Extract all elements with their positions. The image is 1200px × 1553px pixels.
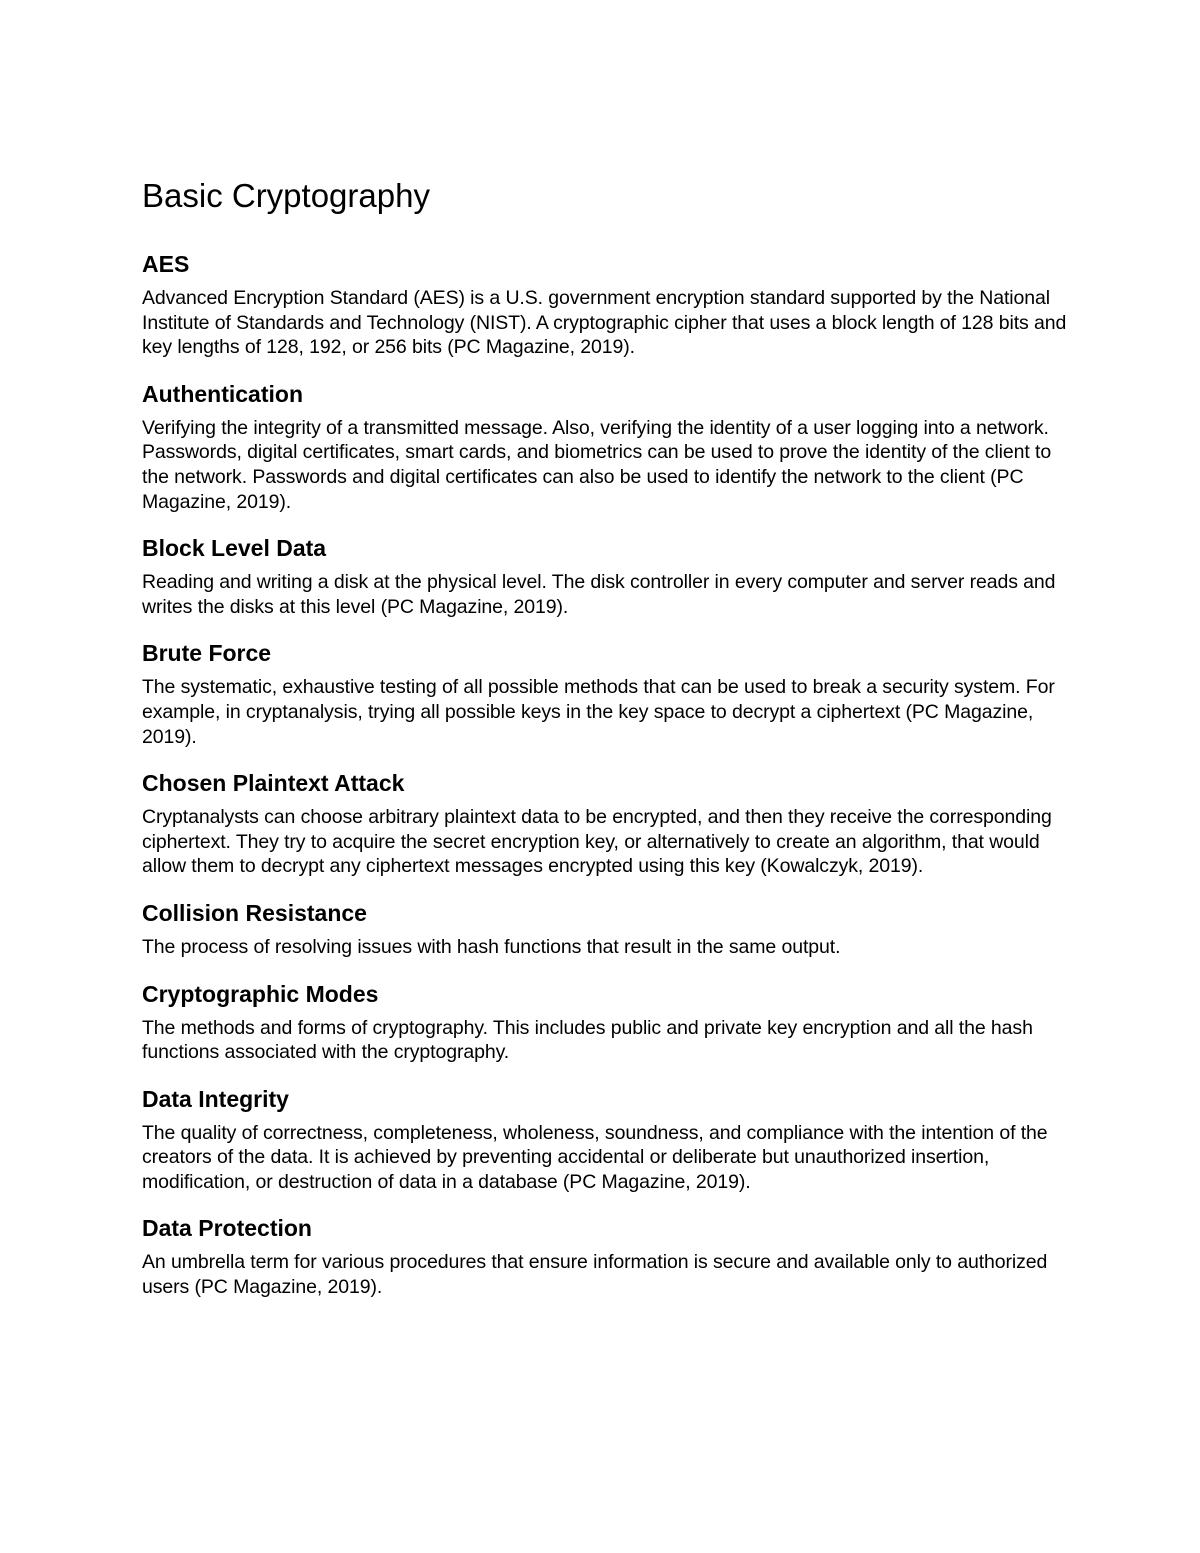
document-page bbox=[142, 176, 1072, 1320]
glossary-entry-cryptographic-modes bbox=[142, 980, 1072, 1065]
glossary-entry-data-integrity bbox=[142, 1085, 1072, 1195]
glossary-entry-chosen-plaintext-attack bbox=[142, 769, 1072, 879]
glossary-term: Authentication bbox=[142, 380, 303, 407]
glossary-definition: Reading and writing a disk at the physical level. The disk controller in every computer and server reads and writes the disks at this level (PC Magazine, 2019). bbox=[142, 571, 1056, 618]
glossary-entry-aes bbox=[142, 250, 1072, 360]
glossary-entry-collision-resistance bbox=[142, 899, 1072, 960]
glossary-term: Block Level Data bbox=[142, 535, 327, 562]
glossary-term: Chosen Plaintext Attack bbox=[142, 770, 405, 797]
glossary-entry-authentication bbox=[142, 380, 1072, 514]
glossary-term: AES bbox=[142, 251, 190, 277]
glossary-definition: An umbrella term for various procedures that ensure information is secure and available only to authorized users (PC Magazine, 2019). bbox=[142, 1251, 1048, 1299]
glossary-definition: The systematic, exhaustive testing of all possible methods that can be used to break a security system. For example, in cryptanalysis, trying all possible keys in the key space to decrypt a ciphertext (PC Magazine, 2019). bbox=[142, 676, 1055, 748]
glossary-definition: Cryptanalysts can choose arbitrary plaintext data to be encrypted, and then they receive the corresponding ciphertext. They try to acquire the secret encryption key, or alternatively to create an algorithm, that would allow them to decrypt any ciphertext messages encrypted using this key (Kowalczyk, 2019). bbox=[142, 806, 1052, 878]
glossary-entry-block-level-data bbox=[142, 534, 1072, 619]
glossary-term: Data Integrity bbox=[142, 1085, 289, 1112]
glossary-definition: The process of resolving issues with hash functions that result in the same output. bbox=[142, 935, 841, 958]
glossary-entry-data-protection bbox=[142, 1214, 1072, 1299]
document-title: Basic Cryptography bbox=[142, 177, 430, 214]
glossary-term: Cryptographic Modes bbox=[142, 980, 379, 1007]
glossary-definition: Advanced Encryption Standard (AES) is a U.S. government encryption standard supported by the National Institute of Standards and Technology (NIST). A cryptographic cipher that uses a block length of 128 bits and key lengths of 128, 192, or 256 bits (PC Magazine, 2019). bbox=[142, 287, 1067, 359]
glossary-term: Data Protection bbox=[142, 1215, 312, 1242]
glossary-definition: The methods and forms of cryptography. This includes public and private key encryption and all the hash functions associated with the cryptography. bbox=[142, 1016, 1033, 1064]
glossary-definition: The quality of correctness, completeness, wholeness, soundness, and compliance with the intention of the creators of the data. It is achieved by preventing accidental or deliberate but unauthorized insertion, modification, or destruction of data in a database (PC Magazine, 2019). bbox=[142, 1121, 1048, 1193]
glossary-entry-brute-force bbox=[142, 639, 1072, 749]
glossary-term: Collision Resistance bbox=[142, 899, 367, 926]
glossary-definition: Verifying the integrity of a transmitted message. Also, verifying the identity of a user logging into a network. Passwords, digital certificates, smart cards, and biometrics can be used to prove the identity of the client to the network. Passwords and digital certificates can also be used to identify the network to the client (PC Magazine, 2019). bbox=[142, 416, 1052, 513]
glossary-term: Brute Force bbox=[142, 640, 272, 667]
